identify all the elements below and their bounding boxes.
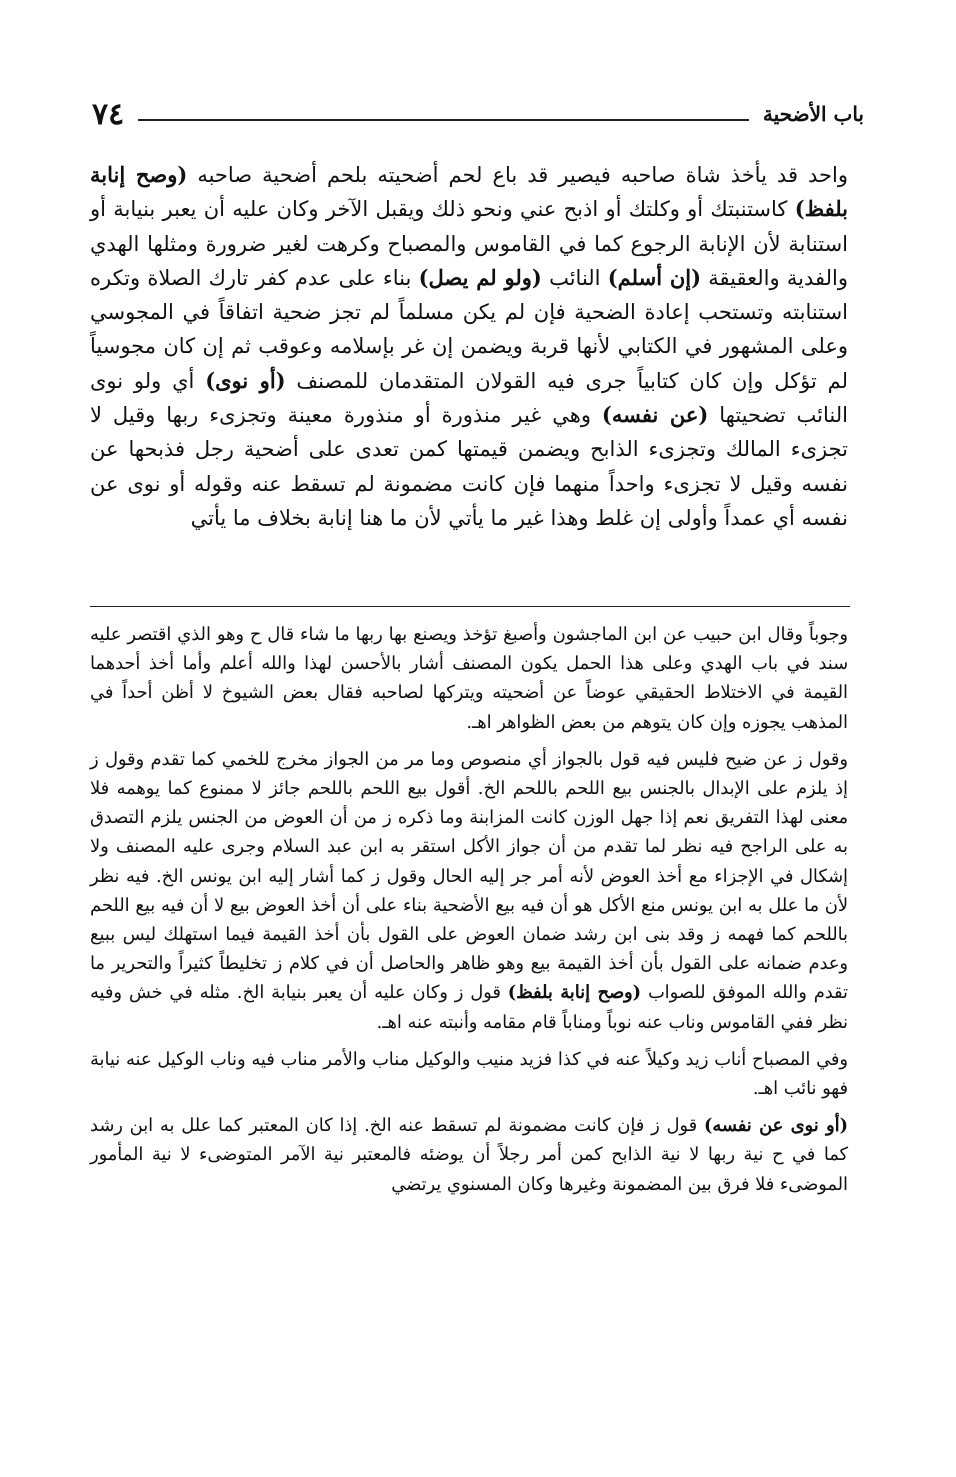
bold-phrase: (إن أسلم) bbox=[607, 264, 702, 290]
footnote-paragraph: وفي المصباح أناب زيد وكيلاً عنه في كذا فزيد منيب والوكيل مناب والأمر مناب فيه وناب الوكيل عنه نيابة فهو نائب اهـ. bbox=[90, 1048, 848, 1100]
footnotes bbox=[90, 620, 848, 1203]
bold-phrase: (ولو لم يصل) bbox=[418, 264, 542, 290]
footnote-paragraph: وقول ز عن ضيح فليس فيه قول بالجواز أي منصوص وما مر من الجواز مخرج للخمي كما تقدم وقول ز إذ يلزم على الإبدال بالجنس بيع اللحم باللحم الخ. أقول بيع اللحم باللحم جائز لا ممنوع كما يوهمه فلا معنى لهذا التفريق نعم إذا جهل الوزن كانت المزابنة وما ذكره ز من أن العوض من الجنس يلزم التصدق به على الراجح فيه نظر لما تقدم من أن جواز الأكل استقر به ابن عبد السلام وجرى عليه المصنف ولا إشكال في الإجزاء مع أخذ العوض لأنه أمر جر إليه الحال وقول ز كما أشار إليه ابن يونس الخ. فيه نظر لأن ما علل به ابن يونس منع الأكل هو أن فيه بيع الأضحية بناء على أن أخذ العوض بيع لا أن فيه بيع اللحم باللحم كما فهمه ز وقد بنى ابن رشد ضمان العوض على القول بأن أخذ القيمة فيما استهلك ليس ببيع وعدم ضمانه على القول بأن أخذ القيمة بيع وهو ظاهر والحاصل أن في كلام ز تخليطاً كثيراً والتحرير ما تقدم والله الموفق للصواب (وصح إنابة بلفظ) قول ز وكان عليه أن يعبر بنيابة الخ. مثله في خش وفيه نظر ففي القاموس وناب عنه نوباً ومناباً قام مقامه وأنبته عنه اهـ. bbox=[90, 748, 848, 1033]
chapter-title: باب الأضحية bbox=[762, 102, 864, 126]
main-text bbox=[90, 158, 848, 535]
page-header bbox=[80, 92, 864, 136]
bold-phrase: (عن نفسه) bbox=[601, 402, 709, 428]
main-paragraph: واحد قد يأخذ شاة صاحبه فيصير قد باع لحم أضحيته بلحم أضحية صاحبه (وصح إنابة بلفظ) كاستنبتك أو وكلتك أو اذبح عني ونحو ذلك ويقبل الآخر وكان عليه أن يعبر بنيابة أو استنابة لأن الإنابة الرجوع كما في القاموس والمصباح وكرهت لغير ضرورة ومثلها الهدي والفدية والعقيقة (إن أسلم) النائب (ولو لم يصل) بناء على عدم كفر تارك الصلاة وتكره استنابته وتستحب إعادة الضحية فإن لم يكن مسلماً لم تجز ضحية اتفاقاً في المجوسي وعلى المشهور في الكتابي لأنها قربة ويضمن إن غر بإسلامه وعوقب ثم إن كان مجوسياً لم تؤكل وإن كان كتابياً جرى فيه القولان المتقدمان للمصنف (أو نوى) أي ولو نوى النائب تضحيتها (عن نفسه) وهي غير منذورة أو منذورة معينة وتجزىء ربها وقيل لا تجزىء المالك وتجزىء الذابح ويضمن قيمتها كمن تعدى على أضحية رجل فذبحها عن نفسه وقيل لا تجزىء واحداً منهما فإن كانت مضمونة لم تسقط عنه وقوله أو نوى عن نفسه أي عمداً وأولى إن غلط وهذا غير ما يأتي لأن ما هنا إنابة بخلاف ما يأتي bbox=[90, 162, 849, 530]
footnote-divider bbox=[90, 606, 850, 607]
bold-phrase: (أو نوى عن نفسه) bbox=[703, 1115, 849, 1137]
page-number: ٧٤ bbox=[92, 96, 125, 132]
bold-phrase: (أو نوى) bbox=[205, 367, 286, 393]
bold-phrase: (وصح إنابة بلفظ) bbox=[90, 162, 848, 222]
footnote-paragraph: (أو نوى عن نفسه) قول ز فإن كانت مضمونة لم تسقط عنه الخ. إذا كان المعتبر كما علل به ابن رشد كما في ح نية ربها لا نية الذابح كمن أمر رجلاً أن يوضئه فالمعتبر نية الآمر المتوضىء لا نية المأمور الموضىء فلا فرق بين المضمونة وغيرها وكان المسنوي يرتضي bbox=[90, 1115, 849, 1195]
footnote-paragraph: وجوباً وقال ابن حبيب عن ابن الماجشون وأصبغ تؤخذ ويصنع بها ربها ما شاء قال ح وهو الذي اقتصر عليه سند في باب الهدي وعلى هذا الحمل يكون المصنف أشار بالأحسن لهذا والله أعلم وأما أخذ أحدهما القيمة في الاختلاط الحقيقي عوضاً عن أضحيته ويتركها لصاحبه فقال بعض الشيوخ لا أظن أحداً في المذهب يجوزه وإن كان يتوهم من بعض الظواهر اهـ. bbox=[90, 624, 848, 733]
header-rule bbox=[138, 119, 749, 121]
bold-phrase: (وصح إنابة بلفظ) bbox=[507, 982, 642, 1004]
